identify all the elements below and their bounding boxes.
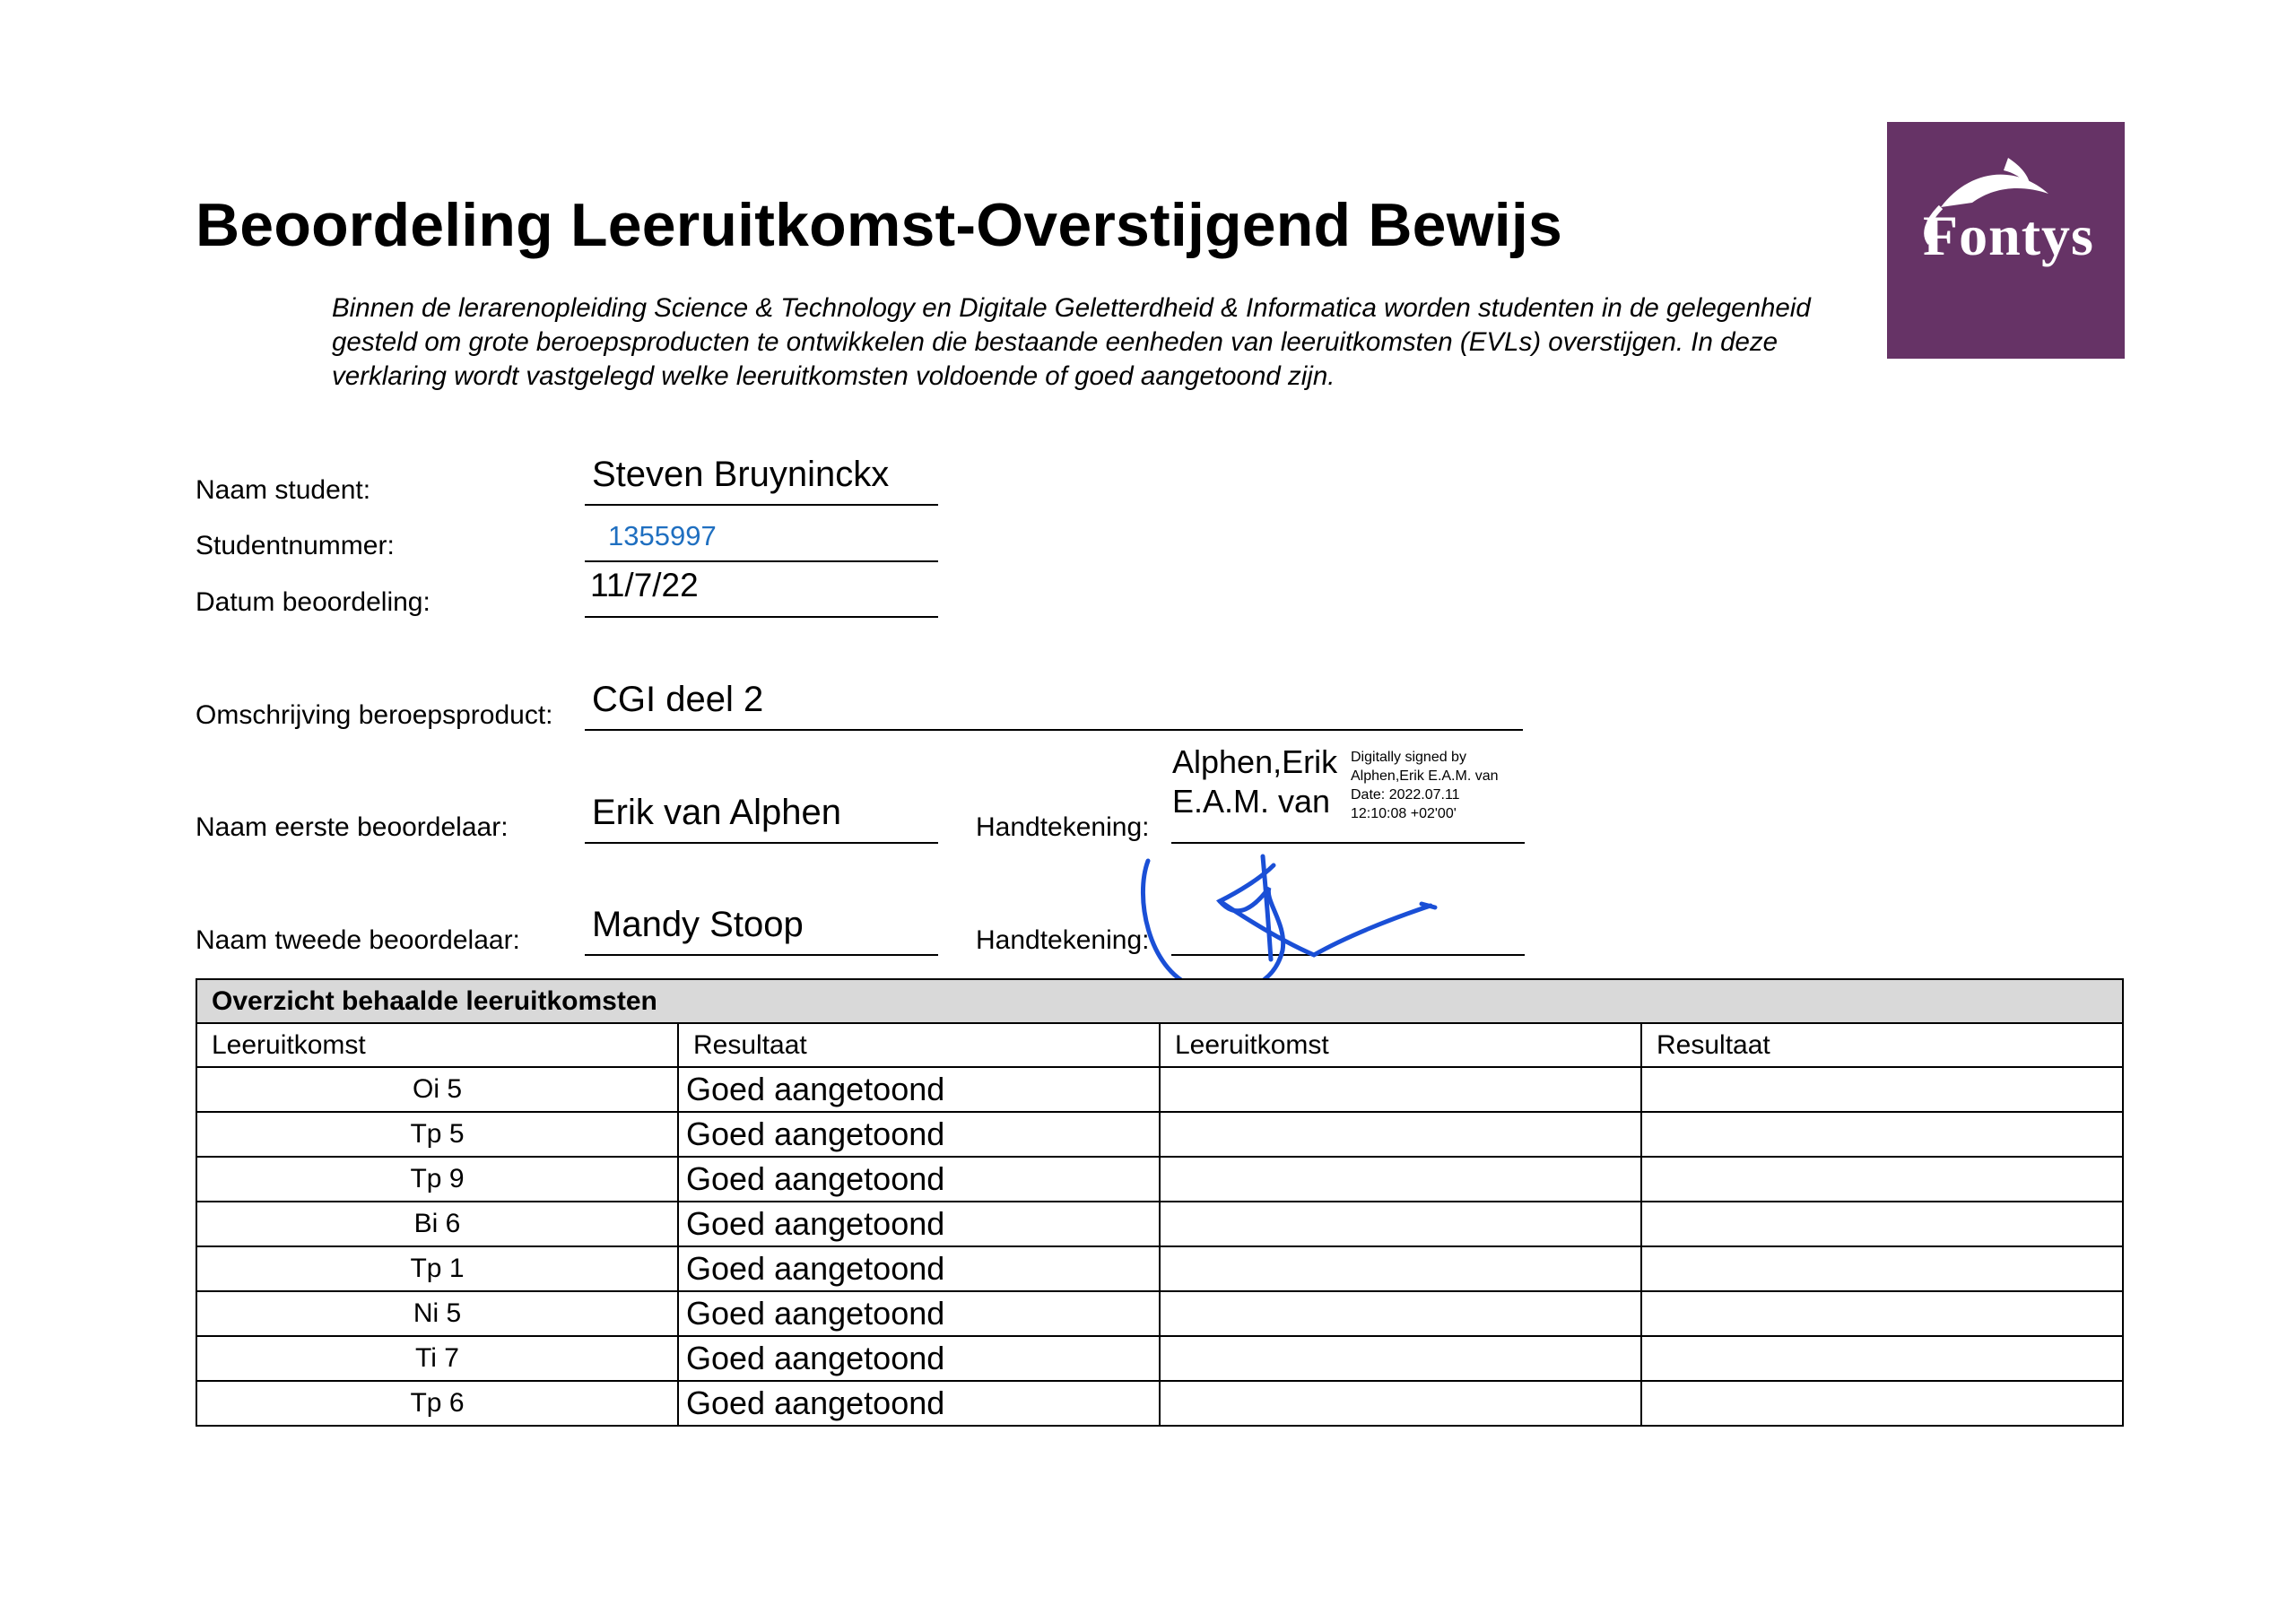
empty-cell <box>1641 1067 2123 1112</box>
leeruitkomst-cell: Tp 5 <box>196 1112 678 1157</box>
resultaat-cell: Goed aangetoond <box>678 1291 1160 1336</box>
resultaat-cell: Goed aangetoond <box>678 1067 1160 1112</box>
resultaat-cell: Goed aangetoond <box>678 1336 1160 1381</box>
empty-cell <box>1641 1336 2123 1381</box>
empty-cell <box>1160 1202 1641 1246</box>
resultaat-cell: Goed aangetoond <box>678 1112 1160 1157</box>
datum-label: Datum beoordeling: <box>196 587 430 617</box>
studentnummer-value[interactable]: 1355997 <box>608 520 717 551</box>
empty-cell <box>1641 1112 2123 1157</box>
empty-cell <box>1641 1202 2123 1246</box>
empty-cell <box>1160 1291 1641 1336</box>
tweede-beoordelaar-value[interactable]: Mandy Stoop <box>592 905 804 944</box>
leeruitkomst-cell: Oi 5 <box>196 1067 678 1112</box>
omschrijving-line <box>585 729 1523 731</box>
empty-cell <box>1160 1336 1641 1381</box>
datum-value[interactable]: 11/7/22 <box>590 567 699 603</box>
naam-student-value[interactable]: Steven Bruyninckx <box>592 455 890 494</box>
empty-cell <box>1641 1157 2123 1202</box>
signature-meta-line2: Alphen,Erik E.A.M. van <box>1351 768 1499 784</box>
omschrijving-label: Omschrijving beroepsproduct: <box>196 700 553 730</box>
column-header: Leeruitkomst <box>1160 1023 1641 1067</box>
resultaat-cell: Goed aangetoond <box>678 1246 1160 1291</box>
intro-text: Binnen de lerarenopleiding Science & Technology en Digitale Geletterdheid & Informatica worden studenten in de gelegenheid gesteld om grote beroepsproducten te ontwikkelen die bestaande eenheden van leeruitkomsten (EVLs) overstijgen. In deze verklaring wordt vastgelegd welke leeruitkomsten voldoende of goed aangetoond zijn. <box>332 293 1811 391</box>
studentnummer-line <box>585 560 938 562</box>
empty-cell <box>1160 1381 1641 1426</box>
leeruitkomst-cell: Ni 5 <box>196 1291 678 1336</box>
signature-name-line1: Alphen,Erik <box>1172 743 1338 780</box>
table-row <box>196 1381 2123 1426</box>
eerste-beoordelaar-line <box>585 842 938 844</box>
logo-text: Fontys <box>1923 204 2094 267</box>
leeruitkomsten-table <box>196 978 2124 1427</box>
tweede-beoordelaar-line <box>585 954 938 956</box>
signature-meta-line3: Date: 2022.07.11 <box>1351 787 1460 803</box>
table-row <box>196 1291 2123 1336</box>
table-row <box>196 1202 2123 1246</box>
empty-cell <box>1160 1067 1641 1112</box>
leeruitkomst-cell: Tp 1 <box>196 1246 678 1291</box>
eerste-beoordelaar-label: Naam eerste beoordelaar: <box>196 812 509 842</box>
fontys-logo <box>1887 122 2125 359</box>
leeruitkomst-cell: Bi 6 <box>196 1202 678 1246</box>
empty-cell <box>1160 1112 1641 1157</box>
page-title: Beoordeling Leeruitkomst-Overstijgend Bewijs <box>196 191 1562 259</box>
table-heading: Overzicht behaalde leeruitkomsten <box>196 979 2123 1023</box>
empty-cell <box>1641 1381 2123 1426</box>
resultaat-cell: Goed aangetoond <box>678 1202 1160 1246</box>
column-header: Resultaat <box>678 1023 1160 1067</box>
column-header: Leeruitkomst <box>196 1023 678 1067</box>
table-row <box>196 1246 2123 1291</box>
leeruitkomst-cell: Tp 6 <box>196 1381 678 1426</box>
table-row <box>196 1067 2123 1112</box>
handtekening-1-label: Handtekening: <box>976 812 1150 842</box>
resultaat-cell: Goed aangetoond <box>678 1157 1160 1202</box>
datum-line <box>585 616 938 618</box>
naam-student-line <box>585 504 938 506</box>
table-row <box>196 1336 2123 1381</box>
leeruitkomst-cell: Ti 7 <box>196 1336 678 1381</box>
table-header-row <box>196 1023 2123 1067</box>
table-heading-row <box>196 979 2123 1023</box>
handtekening-2-label: Handtekening: <box>976 925 1150 955</box>
empty-cell <box>1641 1291 2123 1336</box>
empty-cell <box>1160 1246 1641 1291</box>
signature-meta-line4: 12:10:08 +02'00' <box>1351 806 1457 821</box>
table-row <box>196 1112 2123 1157</box>
table-row <box>196 1157 2123 1202</box>
resultaat-cell: Goed aangetoond <box>678 1381 1160 1426</box>
eerste-beoordelaar-value[interactable]: Erik van Alphen <box>592 793 841 832</box>
empty-cell <box>1160 1157 1641 1202</box>
handwritten-signature <box>1130 816 1507 1004</box>
omschrijving-value[interactable]: CGI deel 2 <box>592 680 764 719</box>
naam-student-label: Naam student: <box>196 475 371 505</box>
studentnummer-label: Studentnummer: <box>196 531 395 560</box>
leeruitkomst-cell: Tp 9 <box>196 1157 678 1202</box>
empty-cell <box>1641 1246 2123 1291</box>
column-header: Resultaat <box>1641 1023 2123 1067</box>
digital-signature-name <box>1172 742 1337 821</box>
tweede-beoordelaar-label: Naam tweede beoordelaar: <box>196 925 520 955</box>
digital-signature-meta <box>1351 748 1499 823</box>
signature-meta-line1: Digitally signed by <box>1351 750 1466 765</box>
signature-name-line2: E.A.M. van <box>1172 783 1331 820</box>
